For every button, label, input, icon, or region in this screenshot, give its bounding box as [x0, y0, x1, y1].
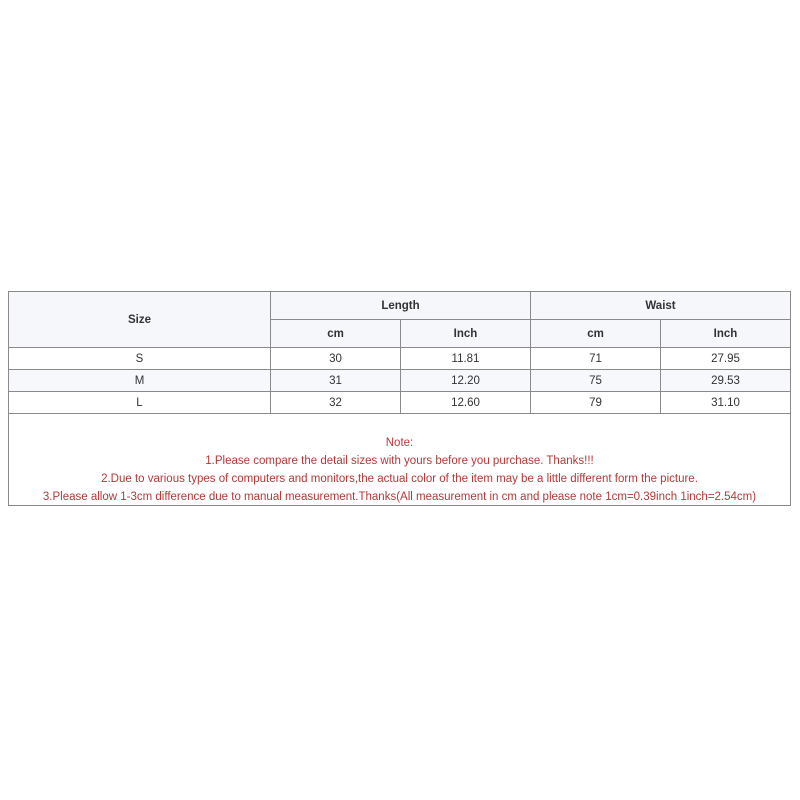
- note-line-2: 2.Due to various types of computers and monitors,the actual color of the item may be a little different form the picture.: [101, 473, 698, 485]
- size-cell: L: [9, 392, 271, 414]
- table-header-row: [9, 292, 791, 320]
- length-inch-cell: 11.81: [401, 348, 531, 370]
- notes-title: Note:: [385, 437, 414, 449]
- waist-cm-cell: 75: [531, 370, 661, 392]
- size-chart: [8, 291, 791, 506]
- table-row: [9, 392, 791, 414]
- length-cm-cell: 32: [271, 392, 401, 414]
- waist-inch-header: Inch: [661, 320, 791, 348]
- size-table: [8, 291, 791, 414]
- note-line-3: 3.Please allow 1-3cm difference due to manual measurement.Thanks(All measurement in cm and please note 1cm=0.39inch 1inch=2.54cm): [42, 491, 757, 503]
- size-cell: M: [9, 370, 271, 392]
- length-inch-cell: 12.20: [401, 370, 531, 392]
- note-line-1: 1.Please compare the detail sizes with yours before you purchase. Thanks!!!: [205, 455, 594, 467]
- table-row: [9, 348, 791, 370]
- waist-group-header: Waist: [531, 292, 791, 320]
- size-header: Size: [9, 292, 271, 348]
- waist-cm-cell: 79: [531, 392, 661, 414]
- waist-inch-cell: 29.53: [661, 370, 791, 392]
- length-cm-header: cm: [271, 320, 401, 348]
- waist-inch-cell: 31.10: [661, 392, 791, 414]
- length-group-header: Length: [271, 292, 531, 320]
- waist-inch-cell: 27.95: [661, 348, 791, 370]
- waist-cm-cell: 71: [531, 348, 661, 370]
- notes-box: [8, 414, 791, 506]
- length-cm-cell: 30: [271, 348, 401, 370]
- length-inch-header: Inch: [401, 320, 531, 348]
- waist-cm-header: cm: [531, 320, 661, 348]
- size-cell: S: [9, 348, 271, 370]
- table-row: [9, 370, 791, 392]
- length-inch-cell: 12.60: [401, 392, 531, 414]
- length-cm-cell: 31: [271, 370, 401, 392]
